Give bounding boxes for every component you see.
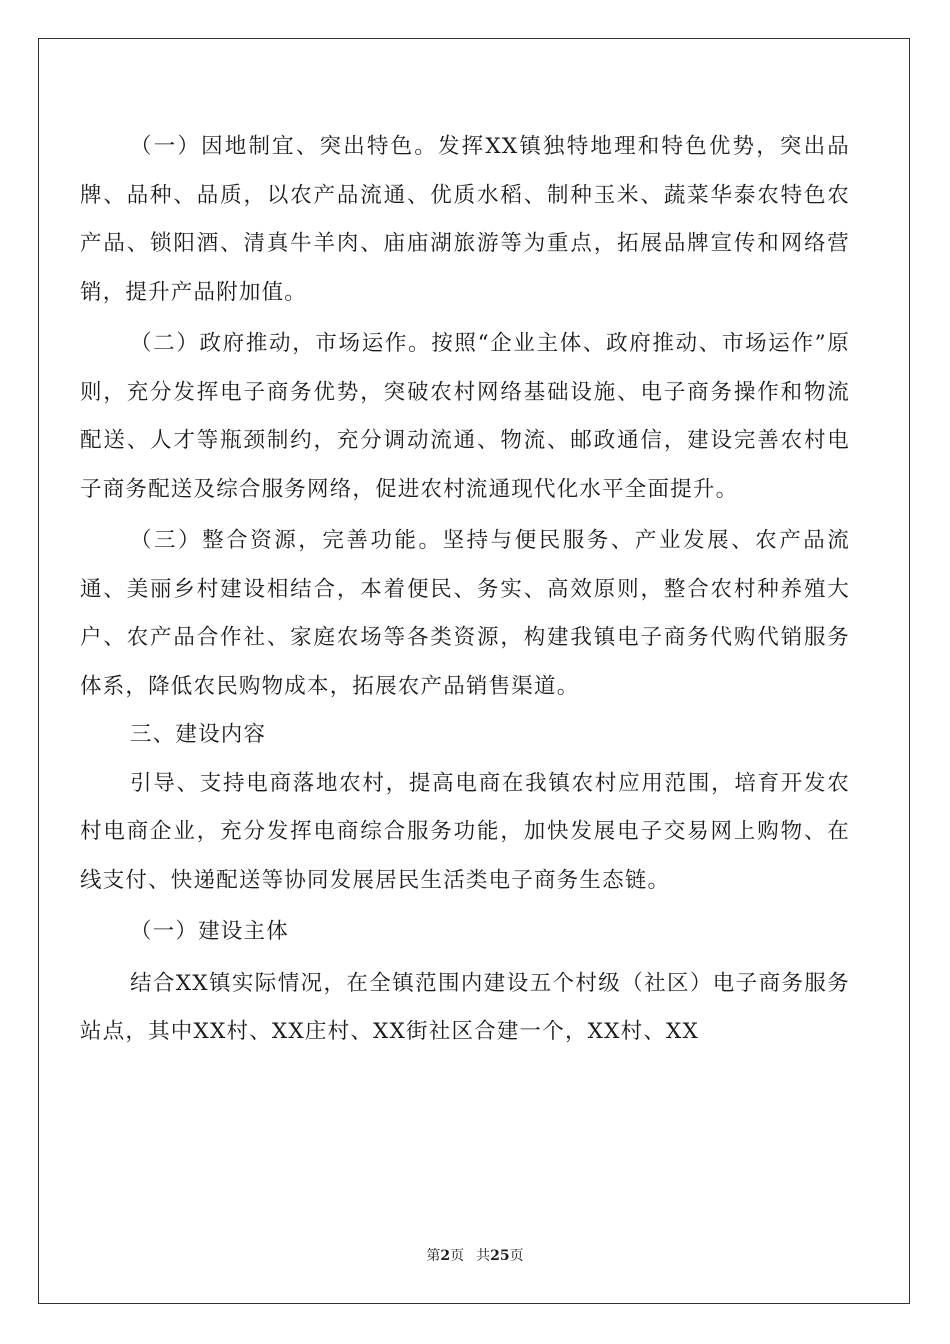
total-prefix: 共: [476, 1248, 491, 1264]
total-suffix: 页: [509, 1248, 524, 1264]
page-prefix: 第: [426, 1248, 441, 1264]
page-footer: [0, 1245, 950, 1265]
paragraph-principle-2: （二）政府推动，市场运作。按照“企业主体、政府推动、市场运作”原则，充分发挥电子商务优势，突破农村网络基础设施、电子商务操作和物流配送、人才等瓶颈制约，充分调动流通、物流、邮政通信，建设完善农村电子商务配送及综合服务网络，促进农村流通现代化水平全面提升。: [80, 331, 850, 502]
paragraph-construction-subject: 结合XX镇实际情况，在全镇范围内建设五个村级（社区）电子商务服务站点，其中XX村、XX庄村、XX街社区合建一个，XX村、XX: [80, 970, 850, 1044]
paragraph-principle-1: （一）因地制宜、突出特色。发挥XX镇独特地理和特色优势，突出品牌、品种、品质，以农产品流通、优质水稻、制种玉米、蔬菜华泰农特色农产品、锁阳酒、清真牛羊肉、庙庙湖旅游等为重点，拓展品牌宣传和网络营销，提升产品附加值。: [80, 134, 850, 305]
subheading-construction-subject: （一）建设主体: [130, 919, 289, 944]
page-number: 2: [440, 1248, 451, 1264]
page-suffix: 页: [450, 1248, 465, 1264]
section-heading-construction-content: 三、建设内容: [130, 722, 267, 747]
paragraph-principle-3: （三）整合资源，完善功能。坚持与便民服务、产业发展、农产品流通、美丽乡村建设相结合，本着便民、务实、高效原则，整合农村种养殖大户、农产品合作社、家庭农场等各类资源，构建我镇电子商务代购代销服务体系，降低农民购物成本，拓展农产品销售渠道。: [80, 528, 850, 699]
document-body: [80, 123, 850, 1057]
paragraph-construction-intro: 引导、支持电商落地农村，提高电商在我镇农村应用范围，培育开发农村电商企业，充分发挥电商综合服务功能，加快发展电子交易网上购物、在线支付、快递配送等协同发展居民生活类电子商务生态链。: [80, 770, 850, 893]
total-pages: 25: [490, 1248, 510, 1264]
